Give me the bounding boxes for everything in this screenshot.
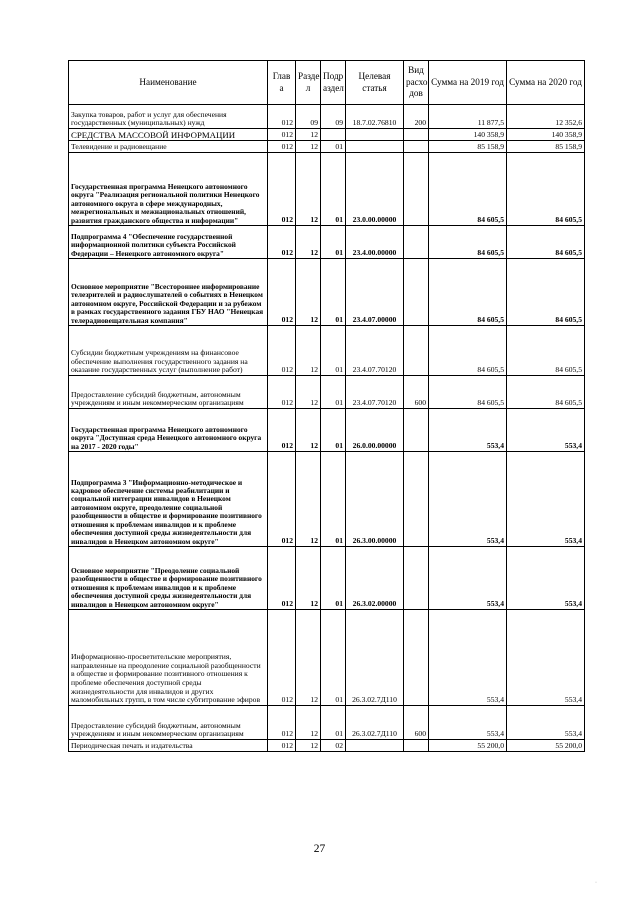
row-podrazdel: 01 (321, 259, 346, 326)
row-sum-2019: 84 605,5 (429, 376, 507, 409)
row-sum-2020: 553,4 (507, 547, 585, 610)
row-target: 26.3.02.7Д110 (346, 706, 404, 740)
row-podrazdel: 01 (321, 452, 346, 547)
row-name: Основное мероприятие "Всестороннее информирование телезрителей и радиослушателей о событиях в Ненецком автономном округе, Российской Федерации и за рубежом в рамках государственного задания ГБУ НАО "Ненецкая телерадиовещательная компания" (69, 259, 268, 326)
row-target (346, 740, 404, 752)
row-name: СРЕДСТВА МАССОВОЙ ИНФОРМАЦИИ (69, 129, 268, 141)
row-target: 23.4.00.00000 (346, 226, 404, 259)
row-target: 23.4.07.00000 (346, 259, 404, 326)
header-sum-2020: Сумма на 2020 год (507, 61, 585, 105)
row-glava: 012 (268, 153, 296, 226)
row-vid (404, 259, 429, 326)
row-sum-2020: 140 358,9 (507, 129, 585, 141)
header-vid: Вид расхо дов (404, 61, 429, 105)
row-name: Субсидии бюджетным учреждениям на финансовое обеспечение выполнения государственного задания на оказание государственных услуг (выполнение работ) (69, 326, 268, 376)
row-target: 26.3.00.00000 (346, 452, 404, 547)
row-podrazdel: 01 (321, 409, 346, 452)
row-sum-2019: 553,4 (429, 547, 507, 610)
row-sum-2019: 11 877,5 (429, 105, 507, 129)
row-name: Предоставление субсидий бюджетным, автономным учреждениям и иным некоммерческим организациям (69, 376, 268, 409)
row-name: Подпрограмма 4 "Обеспечение государственной информационной политики субъекта Российской Федерации – Ненецкого автономного округа" (69, 226, 268, 259)
row-glava: 012 (268, 326, 296, 376)
row-vid: 600 (404, 376, 429, 409)
row-vid (404, 226, 429, 259)
header-podrazdel: Подр аздел (321, 61, 346, 105)
table-row (69, 376, 585, 409)
row-name: Телевидение и радиовещание (69, 141, 268, 153)
row-name: Основное мероприятие "Преодоление социальной разобщенности в обществе и формирование позитивного отношения к проблемам инвалидов и к проблеме обеспечения доступной среды жизнедеятельности для инвалидов в Ненецком автономном округе" (69, 547, 268, 610)
row-razdel: 12 (296, 547, 321, 610)
row-razdel: 12 (296, 141, 321, 153)
row-razdel: 12 (296, 706, 321, 740)
row-glava: 012 (268, 740, 296, 752)
row-sum-2020: 84 605,5 (507, 376, 585, 409)
row-glava: 012 (268, 409, 296, 452)
row-glava: 012 (268, 141, 296, 153)
row-glava: 012 (268, 105, 296, 129)
row-sum-2019: 85 158,9 (429, 141, 507, 153)
row-vid (404, 129, 429, 141)
row-sum-2020: 85 158,9 (507, 141, 585, 153)
row-glava: 012 (268, 610, 296, 706)
row-podrazdel: 01 (321, 326, 346, 376)
row-name: Предоставление субсидий бюджетным, автономным учреждениям и иным некоммерческим организациям (69, 706, 268, 740)
row-target: 23.4.07.70120 (346, 376, 404, 409)
row-razdel: 12 (296, 153, 321, 226)
row-razdel: 12 (296, 409, 321, 452)
row-vid (404, 740, 429, 752)
row-name: Закупка товаров, работ и услуг для обеспечения государственных (муниципальных) нужд (69, 105, 268, 129)
row-podrazdel: 01 (321, 706, 346, 740)
row-podrazdel: 01 (321, 141, 346, 153)
row-vid (404, 547, 429, 610)
row-target: 26.0.00.00000 (346, 409, 404, 452)
row-sum-2019: 553,4 (429, 409, 507, 452)
row-razdel: 12 (296, 129, 321, 141)
table-row (69, 452, 585, 547)
row-target: 26.3.02.7Д110 (346, 610, 404, 706)
row-podrazdel: 09 (321, 105, 346, 129)
table-row (69, 409, 585, 452)
row-name: Государственная программа Ненецкого автономного округа "Реализация региональной политики Ненецкого автономного округа в сфере международных, межрегиональных и межнациональных отношений, развития гражданского общества и информации" (69, 153, 268, 226)
row-name: Информационно-просветительские мероприятия, направленные на преодоление социальной разобщенности в обществе и формирование позитивного отношения к проблеме обеспечения доступной среды жизнедеятельности для инвалидов и других маломобильных групп, в том числе субтитрование эфиров (69, 610, 268, 706)
table-row (69, 129, 585, 141)
table-row (69, 610, 585, 706)
row-sum-2019: 55 200,0 (429, 740, 507, 752)
table-row (69, 105, 585, 129)
row-name: Государственная программа Ненецкого автономного округа "Доступная среда Ненецкого автономного округа на 2017 - 2020 годы" (69, 409, 268, 452)
row-target (346, 129, 404, 141)
row-name: Подпрограмма 3 "Информационно-методическое и кадровое обеспечение системы реабилитации и социальной интеграции инвалидов в Ненецком автономном округе, преодоление социальной разобщенности в обществе и формирование позитивного отношения к проблемам инвалидов и к проблеме обеспечения доступной среды жизнедеятельности для инвалидов в Ненецком автономном округе" (69, 452, 268, 547)
row-razdel: 09 (296, 105, 321, 129)
table-row (69, 547, 585, 610)
row-vid (404, 326, 429, 376)
corner-mark: · (595, 880, 597, 886)
row-podrazdel (321, 129, 346, 141)
row-razdel: 12 (296, 259, 321, 326)
row-razdel: 12 (296, 326, 321, 376)
header-name: Наименование (69, 61, 268, 105)
row-razdel: 12 (296, 226, 321, 259)
row-glava: 012 (268, 226, 296, 259)
row-target: 23.0.00.00000 (346, 153, 404, 226)
row-sum-2019: 84 605,5 (429, 226, 507, 259)
header-sum-2019: Сумма на 2019 год (429, 61, 507, 105)
row-vid (404, 610, 429, 706)
row-target: 23.4.07.70120 (346, 326, 404, 376)
header-glava: Глав а (268, 61, 296, 105)
row-sum-2019: 84 605,5 (429, 153, 507, 226)
row-glava: 012 (268, 706, 296, 740)
row-target: 18.7.02.76810 (346, 105, 404, 129)
row-target (346, 141, 404, 153)
row-vid (404, 452, 429, 547)
row-sum-2020: 553,4 (507, 610, 585, 706)
table-row (69, 226, 585, 259)
row-target: 26.3.02.00000 (346, 547, 404, 610)
table-row (69, 153, 585, 226)
row-vid (404, 141, 429, 153)
row-sum-2020: 12 352,6 (507, 105, 585, 129)
row-razdel: 12 (296, 610, 321, 706)
row-vid (404, 409, 429, 452)
row-sum-2020: 553,4 (507, 409, 585, 452)
row-sum-2019: 553,4 (429, 452, 507, 547)
row-glava: 012 (268, 259, 296, 326)
row-podrazdel: 01 (321, 153, 346, 226)
row-podrazdel: 01 (321, 547, 346, 610)
budget-table (68, 60, 585, 752)
row-glava: 012 (268, 452, 296, 547)
row-vid: 600 (404, 706, 429, 740)
row-sum-2020: 84 605,5 (507, 226, 585, 259)
row-sum-2020: 84 605,5 (507, 153, 585, 226)
row-glava: 012 (268, 547, 296, 610)
row-glava: 012 (268, 376, 296, 409)
row-podrazdel: 01 (321, 610, 346, 706)
row-podrazdel: 02 (321, 740, 346, 752)
header-razdel: Разде л (296, 61, 321, 105)
row-name: Периодическая печать и издательства (69, 740, 268, 752)
row-sum-2020: 84 605,5 (507, 326, 585, 376)
table-row (69, 326, 585, 376)
header-target: Целевая статья (346, 61, 404, 105)
row-vid: 200 (404, 105, 429, 129)
row-razdel: 12 (296, 740, 321, 752)
table-row (69, 706, 585, 740)
row-sum-2020: 553,4 (507, 452, 585, 547)
row-podrazdel: 01 (321, 376, 346, 409)
row-podrazdel: 01 (321, 226, 346, 259)
table-row (69, 740, 585, 752)
row-sum-2019: 553,4 (429, 610, 507, 706)
row-sum-2020: 553,4 (507, 706, 585, 740)
row-sum-2019: 84 605,5 (429, 326, 507, 376)
row-razdel: 12 (296, 376, 321, 409)
row-sum-2019: 140 358,9 (429, 129, 507, 141)
row-razdel: 12 (296, 452, 321, 547)
table-row (69, 141, 585, 153)
row-sum-2020: 55 200,0 (507, 740, 585, 752)
page-number: 27 (313, 843, 326, 855)
row-sum-2019: 84 605,5 (429, 259, 507, 326)
row-sum-2019: 553,4 (429, 706, 507, 740)
row-glava: 012 (268, 129, 296, 141)
table-header-row (69, 61, 585, 105)
row-sum-2020: 84 605,5 (507, 259, 585, 326)
row-vid (404, 153, 429, 226)
table-row (69, 259, 585, 326)
